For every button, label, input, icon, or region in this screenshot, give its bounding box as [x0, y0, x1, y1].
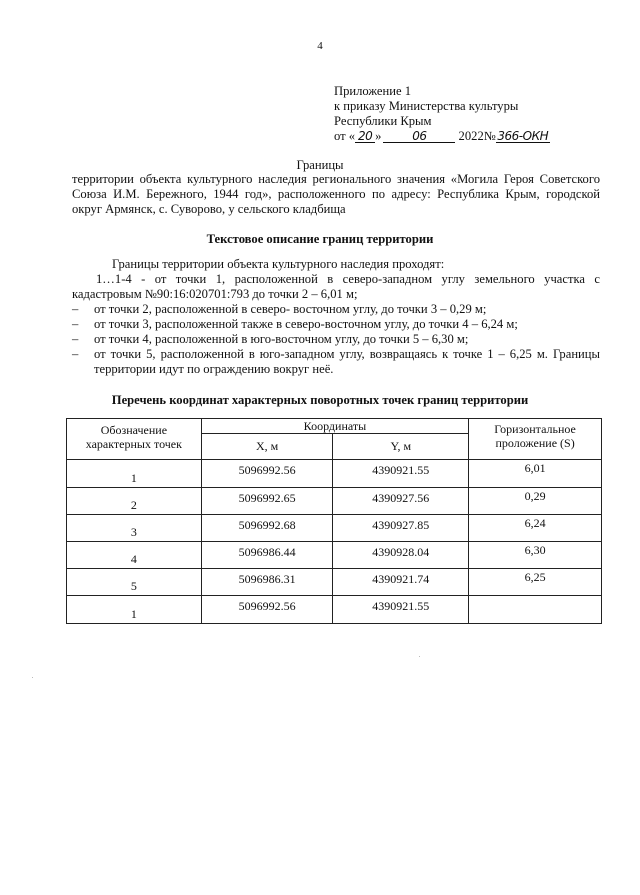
- appendix-line-3: Республики Крым: [334, 114, 432, 128]
- day-close-quote: »: [375, 129, 382, 143]
- document-subtitle: территории объекта культурного наследия регионального значения «Могила Героя Советского Союза И.М. Бережного, 1944 год», расположенного по адресу: Республика Крым, городской округ Армянск, с. Суворово, у сельского кладбища: [72, 172, 600, 216]
- distance-cell: 6,30: [469, 542, 602, 569]
- scan-speck: [32, 677, 33, 678]
- handwritten-order-number: 366-ОКН: [497, 129, 549, 143]
- list-item-text: от точки 4, расположенной в юго-восточном углу, до точки 5 – 6,30 м;: [94, 332, 469, 346]
- y-cell: 4390927.85: [333, 515, 469, 542]
- document-title: Границы: [296, 158, 344, 172]
- list-item: [72, 332, 600, 347]
- date-prefix: от «: [334, 129, 356, 143]
- dash-bullet: –: [72, 332, 79, 346]
- dash-bullet: –: [72, 317, 79, 331]
- table-row: [67, 569, 602, 596]
- table-row: [67, 460, 602, 488]
- table-row: [67, 515, 602, 542]
- dash-bullet: –: [72, 302, 79, 316]
- y-cell: 4390927.56: [333, 488, 469, 515]
- boundaries-intro: Границы территории объекта культурного наследия проходят:: [112, 257, 445, 271]
- point-cell: 1: [67, 460, 202, 488]
- point-cell: 3: [67, 515, 202, 542]
- appendix-line-1: Приложение 1: [334, 84, 412, 98]
- list-item-text: от точки 3, расположенной также в северо-восточном углу, до точки 4 – 6,24 м;: [94, 317, 518, 331]
- x-cell: 5096992.65: [201, 488, 333, 515]
- y-cell: 4390921.55: [333, 596, 469, 624]
- header-x: X, м: [201, 434, 333, 460]
- boundary-list: [72, 302, 600, 377]
- header-y: Y, м: [333, 434, 469, 460]
- list-item: [72, 317, 600, 332]
- boundary-item-1: 1…1-4 - от точки 1, расположенной в северо-западном углу земельного участка с кадастровым №90:16:020701:793 до точки 2 – 6,01 м;: [72, 272, 600, 301]
- list-item-text: от точки 5, расположенной в юго-западном углу, возвращаясь к точке 1 – 6,25 м. Границы территории идут по ограждению вокруг неё.: [94, 347, 600, 376]
- point-cell: 1: [67, 596, 202, 624]
- table-row: [67, 488, 602, 515]
- distance-cell: 6,01: [469, 460, 602, 488]
- x-cell: 5096986.31: [201, 569, 333, 596]
- x-cell: 5096992.56: [201, 460, 333, 488]
- y-cell: 4390921.74: [333, 569, 469, 596]
- distance-cell: 0,29: [469, 488, 602, 515]
- table-row: [67, 542, 602, 569]
- handwritten-day: 20: [355, 130, 375, 143]
- y-cell: 4390928.04: [333, 542, 469, 569]
- y-cell: 4390921.55: [333, 460, 469, 488]
- x-cell: 5096992.56: [201, 596, 333, 624]
- year-label: 2022№: [458, 129, 496, 143]
- order-date-line: [334, 129, 550, 144]
- text-description-heading: Текстовое описание границ территории: [206, 232, 434, 246]
- distance-cell: [469, 596, 602, 624]
- coordinates-table: [66, 418, 602, 624]
- list-item: [72, 347, 600, 377]
- x-cell: 5096992.68: [201, 515, 333, 542]
- appendix-block: [334, 84, 550, 144]
- point-cell: 2: [67, 488, 202, 515]
- table-row: [67, 596, 602, 624]
- distance-cell: 6,24: [469, 515, 602, 542]
- scan-speck: [419, 656, 420, 657]
- table-header-row: [67, 419, 602, 434]
- x-cell: 5096986.44: [201, 542, 333, 569]
- header-coords: Координаты: [201, 419, 468, 434]
- list-item: [72, 302, 600, 317]
- coordinates-heading: Перечень координат характерных поворотных точек границ территории: [111, 393, 529, 407]
- header-distance: Горизонтальное проложение (S): [469, 419, 602, 460]
- point-cell: 4: [67, 542, 202, 569]
- header-point: Обозначение характерных точек: [67, 419, 202, 460]
- point-cell: 5: [67, 569, 202, 596]
- handwritten-month: 06: [383, 130, 455, 143]
- list-item-text: от точки 2, расположенной в северо- восточном углу, до точки 3 – 0,29 м;: [94, 302, 487, 316]
- distance-cell: 6,25: [469, 569, 602, 596]
- appendix-line-2: к приказу Министерства культуры: [334, 99, 519, 113]
- dash-bullet: –: [72, 347, 79, 361]
- page-number: 4: [317, 40, 323, 52]
